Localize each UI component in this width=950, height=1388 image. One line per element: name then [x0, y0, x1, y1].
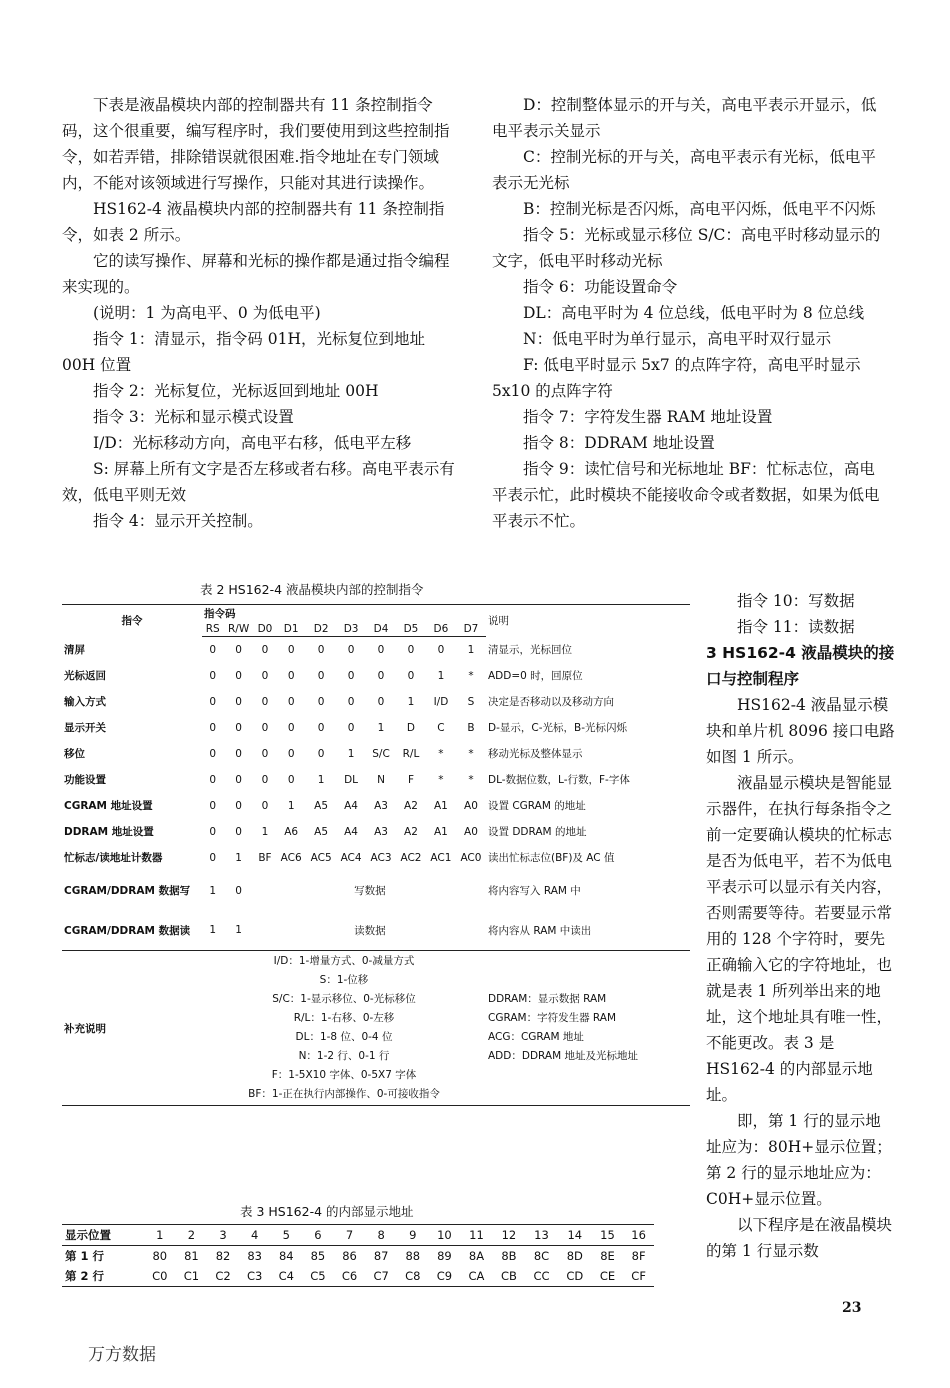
address-cell: 83	[247, 1249, 262, 1263]
table-row	[62, 819, 690, 845]
code-cell: 1	[347, 747, 355, 760]
right-column-narrow	[706, 588, 896, 1264]
supplement-note: ADD：DDRAM 地址及光标地址	[488, 1050, 638, 1062]
instruction-desc: 移动光标及整体显示	[488, 748, 583, 760]
position-header: 5	[271, 1225, 303, 1246]
paragraph: D：控制整体显示的开与关，高电平表示开显示，低电平表示关显示	[492, 96, 877, 140]
position-header: 4	[239, 1225, 271, 1246]
code-cell: 0	[261, 773, 269, 786]
code-cell: 0	[287, 643, 295, 656]
position-header: 12	[493, 1225, 525, 1246]
instruction-name: 输入方式	[64, 696, 106, 708]
instruction-name: DDRAM 地址设置	[64, 826, 154, 838]
address-cell: 82	[215, 1249, 231, 1263]
code-cell: 0	[287, 773, 295, 786]
col-header: D2	[306, 622, 336, 637]
paragraph: DL：高电平时为 4 位总线，低电平时为 8 位总线	[523, 304, 865, 322]
address-cell: 89	[437, 1249, 452, 1263]
address-cell: CA	[460, 1266, 492, 1287]
paragraph: 指令 9：读忙信号和光标地址 BF：忙标志位，高电平表示忙，此时模块不能接收命令或者数据，如果为低电平表示不忙。	[492, 460, 880, 530]
code-cell: 0	[209, 773, 217, 786]
position-header: 15	[592, 1225, 624, 1246]
address-cell: 87	[373, 1249, 389, 1263]
instruction-name: CGRAM 地址设置	[64, 800, 153, 812]
supplement-line: DL：1-8 位、0-4 位	[295, 1031, 393, 1043]
code-cell: 0	[287, 669, 295, 682]
table-row	[62, 663, 690, 689]
code-cell: 0	[235, 799, 242, 812]
paragraph: 指令 10：写数据	[737, 592, 855, 610]
code-cell: 0	[437, 643, 445, 656]
code-cell: N	[377, 773, 385, 786]
position-header: 13	[525, 1225, 558, 1246]
code-cell: 0	[317, 669, 325, 682]
address-cell: CD	[558, 1266, 592, 1287]
code-cell: 0	[209, 851, 217, 864]
code-cell: 0	[235, 747, 242, 760]
supplement-note: CGRAM：字符发生器 RAM	[488, 1012, 617, 1024]
row-label: 第 1 行	[65, 1249, 105, 1263]
table-row	[62, 911, 690, 951]
code-cell: 0	[261, 721, 269, 734]
col-header: D5	[396, 622, 426, 637]
table-row	[62, 767, 690, 793]
code-cell: 0	[209, 669, 217, 682]
position-header: 3	[207, 1225, 239, 1246]
table-row	[62, 715, 690, 741]
code-cell: 0	[407, 643, 415, 656]
code-cell: 1	[261, 825, 269, 838]
address-cell: C2	[207, 1266, 239, 1287]
position-header: 6	[302, 1225, 334, 1246]
instruction-desc: 设置 CGRAM 的地址	[488, 800, 586, 812]
instruction-desc: DL-数据位数，L-行数，F-字体	[488, 774, 630, 786]
instruction-desc: ADD=0 时，回原位	[488, 670, 583, 682]
code-cell: 0	[347, 721, 355, 734]
code-cell: 0	[209, 643, 217, 656]
address-cell: 8C	[533, 1249, 550, 1263]
address-cell: 88	[405, 1249, 421, 1263]
col-header-code: 指令码	[202, 605, 254, 623]
code-cell: A4	[344, 799, 358, 812]
address-cell: C8	[397, 1266, 429, 1287]
position-header: 2	[176, 1225, 208, 1246]
address-cell: 85	[310, 1249, 326, 1263]
position-header: 7	[334, 1225, 366, 1246]
code-cell: R/L	[402, 747, 420, 760]
position-header: 1	[144, 1225, 176, 1246]
instruction-name: 忙标志/读地址计数器	[64, 852, 163, 864]
code-cell: 0	[261, 695, 269, 708]
address-cell: 8E	[600, 1249, 615, 1263]
code-cell: A2	[404, 799, 418, 812]
code-cell: A5	[314, 799, 329, 812]
col-header: D3	[336, 622, 366, 637]
code-cell: *	[438, 773, 444, 786]
code-cell: 1	[202, 911, 224, 951]
col-header: D4	[366, 622, 396, 637]
code-cell: AC4	[340, 851, 362, 864]
col-header: RS	[202, 622, 224, 637]
code-cell: S	[467, 695, 475, 708]
watermark: 万方数据	[88, 1345, 156, 1365]
address-cell: C7	[365, 1266, 397, 1287]
code-cell: 1	[287, 799, 295, 812]
code-cell: 0	[347, 695, 355, 708]
address-cell: 80	[152, 1249, 168, 1263]
address-cell: C9	[429, 1266, 461, 1287]
code-cell: 0	[235, 643, 242, 656]
address-cell: C3	[239, 1266, 271, 1287]
code-cell: 0	[209, 695, 217, 708]
page-number: 23	[842, 1300, 862, 1316]
code-cell: 0	[287, 747, 295, 760]
instruction-name: 清屏	[64, 644, 85, 656]
paragraph: 指令 5：光标或显示移位 S/C：高电平时移动显示的文字，低电平时移动光标	[492, 226, 881, 270]
code-cell: 0	[209, 799, 217, 812]
code-cell: 1	[437, 669, 445, 682]
instruction-desc: 决定是否移动以及移动方向	[488, 696, 614, 708]
instruction-desc: 读出忙标志位(BF)及 AC 值	[488, 852, 615, 864]
instruction-desc: D-显示，C-光标，B-光标闪烁	[488, 722, 627, 734]
col-header: D6	[426, 622, 456, 637]
paragraph: F: 低电平时显示 5x7 的点阵字符，高电平时显示 5x10 的点阵字符	[492, 356, 861, 400]
code-cell: *	[468, 747, 474, 760]
supplement-lines	[202, 951, 486, 1106]
paragraph: HS162-4 液晶模块内部的控制器共有 11 条控制指令，如表 2 所示。	[62, 200, 445, 244]
code-cell: A2	[404, 825, 418, 838]
instruction-desc: 将内容写入 RAM 中	[488, 885, 581, 897]
supplement-line: F：1-5X10 字体、0-5X7 字体	[271, 1069, 417, 1081]
code-cell: F	[407, 773, 414, 786]
code-cell: 1	[407, 695, 415, 708]
right-column-top	[492, 92, 890, 534]
table-row	[62, 845, 690, 871]
code-cell: 0	[317, 747, 325, 760]
code-cell: C	[437, 721, 445, 734]
address-cell: C1	[176, 1266, 208, 1287]
address-cell: 8D	[566, 1249, 583, 1263]
address-cell: 8B	[501, 1249, 517, 1263]
code-cell: A5	[314, 825, 329, 838]
code-cell: 0	[287, 695, 295, 708]
left-column	[62, 92, 460, 534]
supplement-line: S/C：1-显示移位、0-光标移位	[272, 993, 416, 1005]
paragraph: 即，第 1 行的显示地址应为：80H+显示位置；第 2 行的显示地址应为：C0H+显示位置。	[706, 1112, 892, 1208]
code-cell: 0	[261, 643, 269, 656]
code-cell: 1	[377, 721, 385, 734]
address-cell: CF	[623, 1266, 654, 1287]
col-header: R/W	[224, 622, 254, 637]
row-label: 第 2 行	[62, 1266, 144, 1287]
code-cell: 1	[209, 884, 217, 897]
paragraph: 指令 1：清显示，指令码 01H，光标复位到地址 00H 位置	[62, 330, 425, 374]
paragraph: HS162-4 液晶显示模块和单片机 8096 接口电路如图 1 所示。	[706, 696, 895, 766]
address-cell: C4	[271, 1266, 303, 1287]
code-cell: D	[406, 721, 416, 734]
code-cell: 0	[287, 721, 295, 734]
paragraph: 以下程序是在液晶模块的第 1 行显示数	[706, 1216, 893, 1260]
instruction-name: CGRAM/DDRAM 数据读	[62, 911, 202, 951]
code-cell: 1	[224, 911, 254, 951]
instruction-name: 移位	[64, 748, 85, 760]
paragraph: 下表是液晶模块内部的控制器共有 11 条控制指令码，这个很重要，编写程序时，我们要使用到这些控制指令，如若弄错，排除错误就很困难.指令地址在专门领域内，不能对该领域进行写操作，只能对其进行读操作。	[62, 96, 450, 192]
supplement-note: ACG：CGRAM 地址	[488, 1031, 584, 1043]
paragraph: B：控制光标是否闪烁，高电平闪烁，低电平不闪烁	[523, 200, 876, 218]
code-cell: 0	[235, 695, 242, 708]
supplement-line: R/L：1-右移、0-左移	[293, 1012, 395, 1024]
code-merged: 读数据	[254, 911, 486, 951]
code-cell: 1	[467, 643, 475, 656]
code-cell: A6	[284, 825, 299, 838]
instruction-name: CGRAM/DDRAM 数据写	[64, 885, 191, 897]
table-row	[62, 793, 690, 819]
supplement-notes	[486, 951, 690, 1106]
table2-caption: 表 2 HS162-4 液晶模块内部的控制指令	[200, 582, 424, 597]
supplement-line: S：1-位移	[319, 974, 369, 986]
paragraph: 指令 6：功能设置命令	[523, 278, 678, 296]
code-cell: 0	[235, 721, 242, 734]
instruction-name: 显示开关	[64, 722, 106, 734]
col-header: D7	[456, 622, 486, 637]
address-cell: CB	[493, 1266, 525, 1287]
instruction-desc: 将内容从 RAM 中读出	[486, 911, 690, 951]
code-cell: S/C	[372, 747, 390, 760]
code-cell: 0	[407, 669, 415, 682]
code-cell: 0	[235, 825, 242, 838]
col-header: D1	[276, 622, 306, 637]
code-cell: 0	[317, 695, 325, 708]
supplement-label: 补充说明	[62, 951, 202, 1106]
paragraph: C：控制光标的开与关，高电平表示有光标，低电平表示无光标	[492, 148, 876, 192]
code-cell: 0	[235, 884, 242, 897]
header-label: 显示位置	[62, 1225, 144, 1246]
code-cell: AC3	[370, 851, 392, 864]
code-cell: 0	[235, 773, 242, 786]
code-cell: 0	[377, 695, 385, 708]
code-cell: AC0	[460, 851, 482, 864]
address-cell: 81	[184, 1249, 199, 1263]
code-merged: 写数据	[354, 885, 386, 897]
code-cell: A3	[374, 799, 388, 812]
instruction-name: 光标返回	[64, 670, 106, 682]
paragraph: 指令 2：光标复位，光标返回到地址 00H	[93, 382, 379, 400]
code-cell: AC1	[430, 851, 452, 864]
supplement-line: I/D：1-增量方式、0-减量方式	[273, 955, 415, 967]
table-row	[62, 871, 690, 911]
code-cell: 0	[209, 721, 217, 734]
code-cell: 0	[317, 721, 325, 734]
code-cell: I/D	[433, 695, 449, 708]
code-cell: AC2	[400, 851, 422, 864]
code-cell: B	[467, 721, 475, 734]
address-cell: CE	[592, 1266, 624, 1287]
code-cell: 1	[235, 851, 242, 864]
control-instruction-table	[62, 604, 690, 1106]
code-cell: 0	[347, 643, 355, 656]
position-header: 9	[397, 1225, 429, 1246]
paragraph: 指令 7：字符发生器 RAM 地址设置	[523, 408, 773, 426]
table-row	[62, 741, 690, 767]
code-cell: AC6	[280, 851, 302, 864]
code-cell: 0	[377, 669, 385, 682]
position-header: 14	[558, 1225, 592, 1246]
code-cell: AC5	[310, 851, 332, 864]
instruction-desc: 设置 DDRAM 的地址	[488, 826, 587, 838]
paragraph: (说明：1 为高电平、0 为低电平)	[93, 304, 321, 322]
code-cell: 0	[235, 669, 242, 682]
code-cell: A3	[374, 825, 388, 838]
paragraph: 液晶显示模块是智能显示器件，在执行每条指令之前一定要确认模块的忙标志是否为低电平，若不为低电平表示可以显示有关内容，否则需要等待。若要显示常用的 128 个字符时，要先正确输入它的字符地址，也就是表 1 所列举出来的地址，这个地址具有唯一性，不能更改。表 3 是 HS162-4 的内部显示地址。	[706, 774, 893, 1104]
paragraph: N：低电平时为单行显示，高电平时双行显示	[523, 330, 832, 348]
address-cell: 86	[342, 1249, 357, 1263]
code-cell: DL	[344, 773, 359, 786]
code-cell: *	[468, 773, 474, 786]
col-header-desc: 说明	[486, 605, 690, 637]
supplement-line: BF：1-正在执行内部操作、0-可接收指令	[248, 1088, 440, 1100]
instruction-name: 功能设置	[64, 774, 106, 786]
paragraph: 它的读写操作、屏幕和光标的操作都是通过指令编程来实现的。	[62, 252, 450, 296]
section-heading: 3 HS162-4 液晶模块的接口与控制程序	[706, 644, 895, 688]
code-cell: *	[438, 747, 444, 760]
address-cell: C5	[302, 1266, 334, 1287]
code-cell: 0	[377, 643, 385, 656]
code-cell: *	[468, 669, 474, 682]
code-cell: 0	[261, 747, 269, 760]
code-cell: 1	[317, 773, 325, 786]
code-cell: A1	[433, 825, 448, 838]
col-header-instruction: 指令	[62, 605, 202, 637]
position-header: 16	[623, 1225, 654, 1246]
position-header: 10	[429, 1225, 461, 1246]
address-cell: C6	[334, 1266, 366, 1287]
table-row	[62, 689, 690, 715]
table-row	[62, 637, 690, 663]
address-cell: 8F	[631, 1249, 646, 1263]
code-cell: 0	[209, 747, 217, 760]
position-header: 8	[365, 1225, 397, 1246]
code-cell: 0	[209, 825, 217, 838]
address-cell: C0	[144, 1266, 176, 1287]
code-cell: 0	[347, 669, 355, 682]
supplement-note: DDRAM：显示数据 RAM	[488, 993, 607, 1005]
paragraph: 指令 8：DDRAM 地址设置	[523, 434, 715, 452]
code-cell: 0	[261, 799, 269, 812]
code-cell: A0	[464, 825, 478, 838]
code-cell: A0	[464, 799, 478, 812]
paragraph: I/D：光标移动方向，高电平右移，低电平左移	[93, 434, 412, 452]
supplement-line: N：1-2 行、0-1 行	[298, 1050, 390, 1062]
paragraph: 指令 3：光标和显示模式设置	[93, 408, 294, 426]
position-header: 11	[460, 1225, 492, 1246]
display-address-table	[62, 1224, 654, 1287]
col-header: D0	[254, 622, 276, 637]
paragraph: 指令 11：读数据	[737, 618, 855, 636]
code-cell: A4	[344, 825, 358, 838]
paragraph: S: 屏幕上所有文字是否左移或者右移。高电平表示有效，低电平则无效	[62, 460, 455, 504]
code-cell: 0	[261, 669, 269, 682]
paragraph: 指令 4：显示开关控制。	[93, 512, 263, 530]
code-cell: A1	[433, 799, 448, 812]
address-cell: CC	[525, 1266, 558, 1287]
code-cell: BF	[258, 851, 272, 864]
table3-caption: 表 3 HS162-4 的内部显示地址	[240, 1204, 414, 1219]
address-cell: 8A	[468, 1249, 485, 1263]
code-cell: 0	[317, 643, 325, 656]
address-cell: 84	[278, 1249, 294, 1263]
instruction-desc: 清显示，光标回位	[488, 644, 572, 656]
